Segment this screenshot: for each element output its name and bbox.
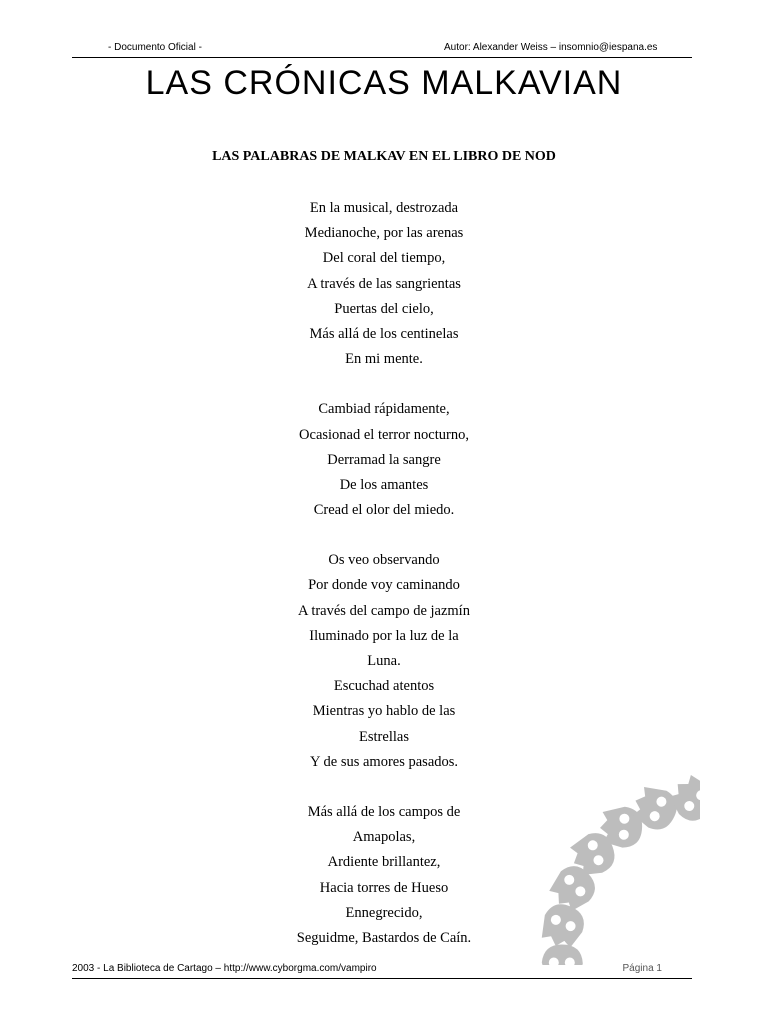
poem-line: En la musical, destrozada [309,200,459,216]
poem-line: Escuchad atentos [333,678,435,695]
poem-line: Seguidme, Bastardos de Caín. [296,929,472,946]
poem-line: Hacia torres de Hueso [319,879,449,896]
poem-line: Puertas del cielo, [334,300,434,317]
poem-line: Medianoche, por las arenas [304,225,464,242]
poem-line: Amapolas, [352,829,416,846]
poem-line: Del coral del tiempo, [322,250,446,267]
poem-line: De los amantes [339,476,429,493]
poem-title: LAS PALABRAS DE MALKAV EN EL LIBRO DE NOD [212,149,556,164]
poem-line: Más allá de los centinelas [309,325,459,342]
poem-line: Mientras yo hablo de las [312,703,456,720]
skull-shape [542,945,583,966]
poem-line: Cambiad rápidamente, [318,401,450,418]
poem-line: Más allá de los campos de [307,803,461,820]
document-title: LAS CRÓNICAS MALKAVIAN [145,64,623,102]
poem-line: Por donde voy caminando [308,577,460,594]
poem-line: Estrellas [359,728,409,745]
stanza [0,196,768,372]
poem-line: Ennegrecido, [345,904,423,921]
poem-line: Os veo observando [328,552,440,569]
page-number: Página 1 [622,963,662,974]
skull-shape [599,806,642,848]
poem-line: Luna. [367,653,401,669]
stanza [0,548,768,775]
poem-line: En mi mente. [345,351,423,368]
poem-line: A través del campo de jazmín [298,602,470,619]
poem-line: Y de sus amores pasados. [309,753,459,770]
poem-line: A través de las sangrientas [307,275,461,292]
poem-line: Derramad la sangre [327,451,441,468]
header-label: - Documento Oficial - [108,42,202,53]
skull-ring-ornament-icon [500,745,700,965]
stanza [0,397,768,523]
poem-line: Ardiente brillantez, [327,854,441,871]
header-author: Autor: Alexander Weiss – insomnio@iespana.es [444,42,658,53]
poem-line: Iluminado por la luz de la [309,627,459,644]
footer-credit: 2003 - La Biblioteca de Cartago – http://www.cyborgma.com/vampiro [72,963,377,974]
page-footer [72,963,692,979]
poem-line: Cread el olor del miedo. [313,502,455,519]
poem-line: Ocasionad el terror nocturno, [299,426,469,443]
page-header [72,40,692,58]
